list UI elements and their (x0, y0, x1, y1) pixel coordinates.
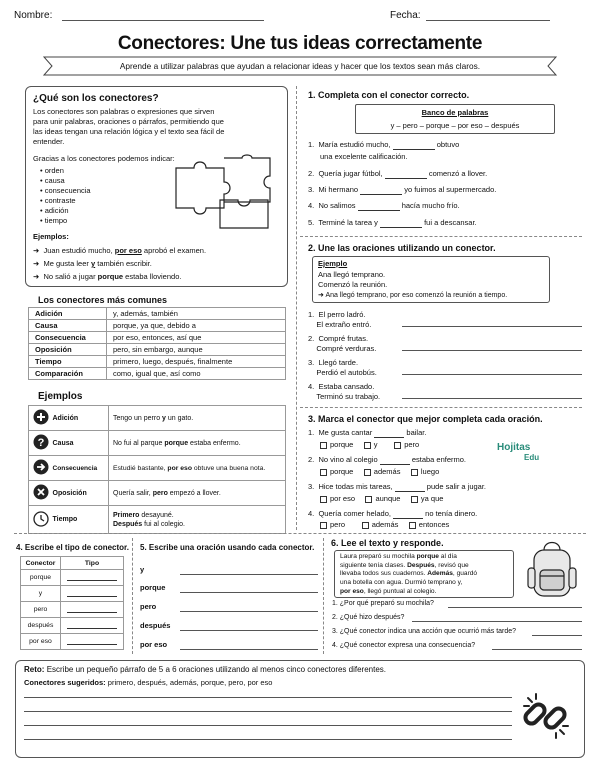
what-desc: Los conectores son palabras o expresiones que sirven para unir palabras, oraciones o párrafos, permitiendo que las ideas tengan una relación lógica y el texto sea fácil de entender. (33, 107, 225, 146)
ex1-title: 1. Completa con el conector correcto. (308, 90, 470, 100)
ex2-title: 2. Une las oraciones utilizando un conector. (308, 243, 496, 253)
checkbox[interactable] (320, 522, 327, 529)
table-row: pero (21, 602, 124, 618)
ex2-example-title: Ejemplo (318, 259, 348, 268)
ex5-title: 5. Escribe una oración usando cada conector. (140, 543, 315, 552)
ex3-options: porque y pero (320, 440, 419, 450)
clock-icon (33, 511, 49, 527)
checkbox[interactable] (394, 442, 401, 449)
table-row: Consecuencia por eso, entonces, así que (29, 332, 286, 344)
checkbox[interactable] (411, 496, 418, 503)
checkbox[interactable] (365, 496, 372, 503)
ex5-label: después (140, 621, 171, 630)
ex5-answer-line[interactable] (180, 574, 318, 575)
brand-logo: Hojitas (497, 442, 531, 453)
table-row: Tiempo Primero desayuné. Después fui al colegio. (29, 506, 286, 534)
table-row: Oposición Quería salir, pero empezó a llover. (29, 481, 286, 506)
checkbox[interactable] (411, 469, 418, 476)
ex5-answer-line[interactable] (180, 630, 318, 631)
ex4-table (20, 556, 124, 650)
ex1-item: 1. María estudió mucho, obtuvo (308, 140, 460, 149)
name-field[interactable] (62, 20, 264, 21)
ex2-answer-line[interactable] (402, 374, 582, 375)
ex3-options: pero además entonces (320, 520, 449, 530)
ex2-item: 3. Llegó tarde. Perdió el autobús. (308, 358, 377, 377)
ex6-question: 3. ¿Qué conector indica una acción que ocurrió más tarde? (332, 628, 517, 635)
plus-icon (33, 409, 49, 425)
divider (323, 538, 324, 654)
table-row: Tiempo primero, luego, después, finalmente (29, 356, 286, 368)
date-label: Fecha: (390, 10, 421, 21)
name-label: Nombre: (14, 10, 53, 21)
ex3-options: por eso aunque ya que (320, 494, 443, 504)
examples-block-title: Ejemplos (38, 391, 83, 402)
ex1-item: 2. Quería jugar fútbol, comenzó a llover. (308, 169, 488, 178)
ex3-item: 4. Quería comer helado, no tenía dinero. (308, 509, 478, 518)
checkbox[interactable] (320, 469, 327, 476)
column-divider (296, 86, 297, 530)
ex1-item: 4. No salimos hacía mucho frío. (308, 201, 460, 210)
ex5-answer-line[interactable] (180, 611, 318, 612)
examples-title: Ejemplos: (33, 232, 69, 241)
ex2-example-line: Ana llegó temprano. (318, 270, 386, 279)
use-item: • contraste (40, 196, 76, 205)
ex6-answer-line[interactable] (448, 607, 582, 608)
ex6-answer-line[interactable] (412, 621, 582, 622)
arrow-circle-icon (33, 459, 49, 475)
divider (14, 533, 586, 534)
examples-table (28, 405, 286, 534)
checkbox[interactable] (364, 442, 371, 449)
brand-logo-sub: Edu (524, 453, 540, 462)
common-title: Los conectores más comunes (38, 295, 168, 305)
ex5-label: pero (140, 602, 157, 611)
table-row: porque (21, 570, 124, 586)
ex3-item: 3. Hice todas mis tareas, pude salir a jugar. (308, 482, 487, 491)
ex6-answer-line[interactable] (492, 649, 582, 650)
ex1-item: 3. Mi hermano yo fuimos al supermercado. (308, 185, 497, 194)
ex3-item: 1. Me gusta cantar bailar. (308, 428, 427, 437)
ex4-title: 4. Escribe el tipo de conector. (16, 543, 129, 552)
table-row: Adición Tengo un perro y un gato. (29, 406, 286, 431)
checkbox[interactable] (409, 522, 416, 529)
what-example: ➜ Me gusta leer y también escribir. (33, 259, 152, 268)
table-row: Causa porque, ya que, debido a (29, 320, 286, 332)
what-intro: Gracias a los conectores podemos indicar: (33, 154, 175, 163)
ex5-answer-line[interactable] (180, 592, 318, 593)
ex2-item: 4. Estaba cansado. Terminó su trabajo. (308, 382, 381, 401)
reto-box (15, 660, 585, 758)
use-item: • adición (40, 206, 69, 215)
svg-text:?: ? (37, 437, 45, 449)
backpack-icon (524, 540, 580, 602)
question-icon (33, 434, 49, 450)
table-row: ? Causa No fui al parque porque estaba enfermo. (29, 431, 286, 456)
table-row: Conector Tipo (21, 557, 124, 570)
what-example: ➜ Juan estudió mucho, por eso aprobó el examen. (33, 246, 207, 255)
chain-link-icon (520, 690, 572, 742)
use-item: • orden (40, 166, 64, 175)
ex2-answer-line[interactable] (402, 350, 582, 351)
reto-answer-line[interactable] (24, 725, 512, 726)
use-item: • consecuencia (40, 186, 91, 195)
ex2-item: 2. Compré frutas. Compré verduras. (308, 334, 377, 353)
bank-words: y – pero – porque – por eso – después (390, 121, 520, 130)
ex2-example-line: ➜ Ana llegó temprano, por eso comenzó la reunión a tiempo. (318, 292, 508, 299)
what-example: ➜ No salió a jugar porque estaba lloviendo. (33, 272, 182, 281)
ex6-story: Laura preparó su mochila porque al día siguiente tenía clases. Después, revisó que llevaba todos sus cuadernos. Además, guardó una botella con agua. Durmió temprano y, por eso, llegó puntual al colegio. (340, 553, 478, 595)
table-row: y (21, 586, 124, 602)
ex2-item: 1. El perro ladró. El extraño entró. (308, 310, 372, 329)
checkbox[interactable] (320, 496, 327, 503)
common-table (28, 307, 286, 380)
puzzle-icon (170, 154, 280, 234)
checkbox[interactable] (364, 469, 371, 476)
divider (132, 538, 133, 654)
ex1-item: 5. Terminé la tarea y fui a descansar. (308, 218, 477, 227)
divider (300, 407, 582, 408)
ex5-answer-line[interactable] (180, 649, 318, 650)
table-row: Oposición pero, sin embargo, aunque (29, 344, 286, 356)
ex6-answer-line[interactable] (532, 635, 582, 636)
ex1-item: una excelente calificación. (320, 152, 408, 161)
use-item: • tiempo (40, 216, 68, 225)
checkbox[interactable] (320, 442, 327, 449)
x-circle-icon (33, 484, 49, 500)
uses-list (40, 166, 91, 226)
reto-text: Reto: Escribe un pequeño párrafo de 5 a 6 oraciones utilizando al menos cinco conectores diferentes. (24, 665, 387, 674)
ex2-example-line: Comenzó la reunión. (318, 280, 388, 289)
ex3-item: 2. No vino al colegio estaba enfermo. (308, 455, 467, 464)
what-title: ¿Qué son los conectores? (33, 93, 159, 104)
ex5-label: y (140, 565, 145, 574)
subtitle: Aprende a utilizar palabras que ayudan a relacionar ideas y hacer que los textos sean más claros. (119, 61, 481, 71)
table-row: después (21, 618, 124, 634)
ex6-question: 2. ¿Qué hizo después? (332, 614, 405, 621)
reto-answer-line[interactable] (24, 697, 512, 698)
ex6-title: 6. Lee el texto y responde. (331, 538, 444, 548)
ex2-answer-line[interactable] (402, 326, 582, 327)
table-row: Comparación como, igual que, así como (29, 368, 286, 380)
table-row: Adición y, además, también (29, 308, 286, 320)
ex3-title: 3. Marca el conector que mejor completa cada oración. (308, 414, 543, 424)
ex3-options: porque además luego (320, 467, 439, 477)
ex5-label: por eso (140, 640, 168, 649)
date-field[interactable] (426, 20, 550, 21)
table-row: Consecuencia Estudié bastante, por eso obtuve una buena nota. (29, 456, 286, 481)
ex6-question: 4. ¿Qué conector expresa una consecuencia? (332, 642, 476, 649)
ex5-label: porque (140, 583, 166, 592)
checkbox[interactable] (362, 522, 369, 529)
reto-answer-line[interactable] (24, 711, 512, 712)
reto-suggested: Conectores sugeridos: primero, después, además, porque, pero, por eso (24, 678, 273, 687)
reto-answer-line[interactable] (24, 739, 512, 740)
page-title: Conectores: Une tus ideas correctamente (117, 33, 483, 54)
ex2-answer-line[interactable] (402, 398, 582, 399)
ex6-question: 1. ¿Por qué preparó su mochila? (332, 600, 434, 607)
table-row: por eso (21, 634, 124, 650)
bank-title: Banco de palabras (421, 108, 489, 117)
divider (300, 236, 582, 237)
use-item: • causa (40, 176, 65, 185)
